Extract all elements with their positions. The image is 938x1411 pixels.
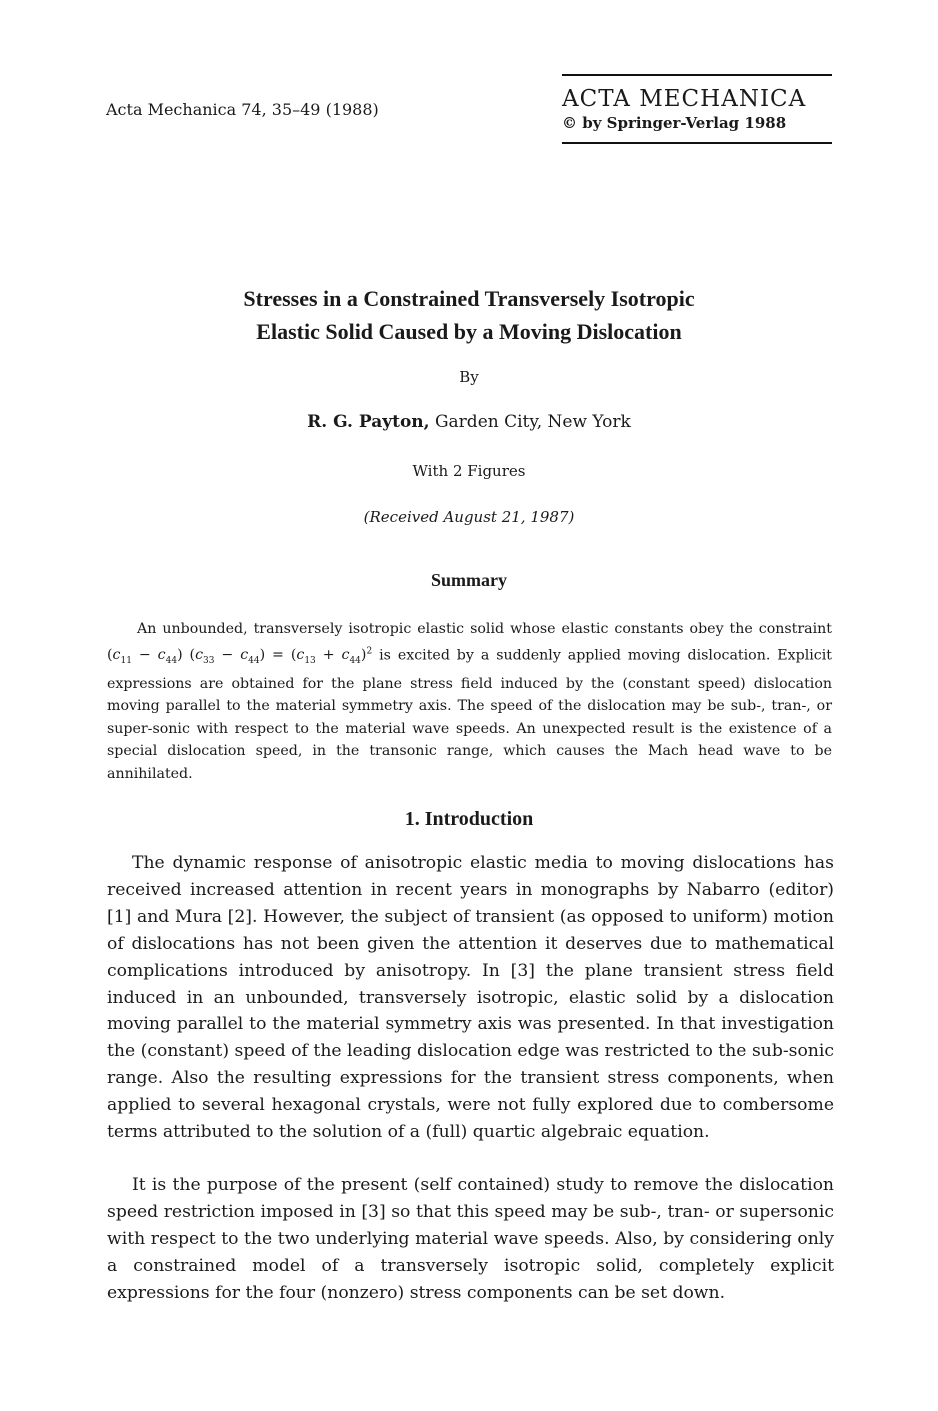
constraint-equation: $(c_{11} - c_{44}) (c_{33} - c_{44}) = (c_{13} + c_{44})^2$: [107, 646, 373, 667]
summary-heading: Summary: [431, 570, 507, 590]
journal-name: ACTA MECHANICA: [562, 86, 807, 112]
figure-count: With 2 Figures: [412, 462, 526, 480]
title-line-1: Stresses in a Constrained Transversely Isotropic: [243, 286, 695, 311]
publisher-copyright: © by Springer-Verlag 1988: [562, 114, 787, 132]
journal-masthead: [562, 74, 832, 144]
summary-text-start: An unbounded, transversely isotropic elastic solid whose elastic constants obey the constraint: [137, 621, 832, 637]
title-line-2: Elastic Solid Caused by a Moving Dislocation: [256, 319, 682, 344]
summary-text: [107, 618, 832, 785]
intro-paragraph-2-text: It is the purpose of the present (self contained) study to remove the dislocation speed restriction imposed in [3] so that this speed may be sub-, tran- or supersonic with respect to the two underlying material wave speeds. Also, by considering only a constrained model of a transversely isotropic solid, completely explicit expressions for the four (nonzero) stress components can be set down.: [107, 1175, 834, 1303]
intro-paragraph-1-text: The dynamic response of anisotropic elastic media to moving dislocations has received increased attention in recent years in monographs by Nabarro (editor) [1] and Mura [2]. However, the subject of transient (as opposed to uniform) motion of dislocations has not been given the attention it deserves due to mathematical complications introduced by anisotropy. In [3] the plane transient stress field induced in an unbounded, transversely isotropic, elastic solid by a dislocation moving parallel to the material symmetry axis was presented. In that investigation the (constant) speed of the leading dislocation edge was restricted to the sub-sonic range. Also the resulting expressions for the transient stress components, when applied to several hexagonal crystals, were not fully explored due to combersome terms attributed to the solution of a (full) quartic algebraic equation.: [107, 853, 834, 1143]
masthead-bottom-rule: [562, 142, 832, 144]
summary-text-end: is excited by a suddenly applied moving dislocation. Explicit expressions are obtained for the plane stress field induced by the (constant speed) dislocation moving parallel to the material symmetry axis. The speed of the dislocation may be sub-, tran-, or super-sonic with respect to the material wave speeds. An unexpected result is the existence of a special dislocation speed, in the transonic range, which causes the Mach head wave to be annihilated.: [107, 647, 832, 782]
journal-citation: Acta Mechanica 74, 35–49 (1988): [106, 100, 379, 119]
author-affiliation: Garden City, New York: [434, 412, 631, 432]
article-title: [150, 282, 788, 348]
received-date: (Received August 21, 1987): [363, 508, 575, 526]
author-line: [0, 412, 938, 432]
intro-paragraph-2: [107, 1172, 834, 1307]
section-heading-introduction: 1. Introduction: [404, 808, 534, 830]
author-name: R. G. Payton,: [307, 412, 430, 432]
by-label: By: [459, 368, 479, 386]
intro-paragraph-1: [107, 850, 834, 1146]
masthead-top-rule: [562, 74, 832, 76]
